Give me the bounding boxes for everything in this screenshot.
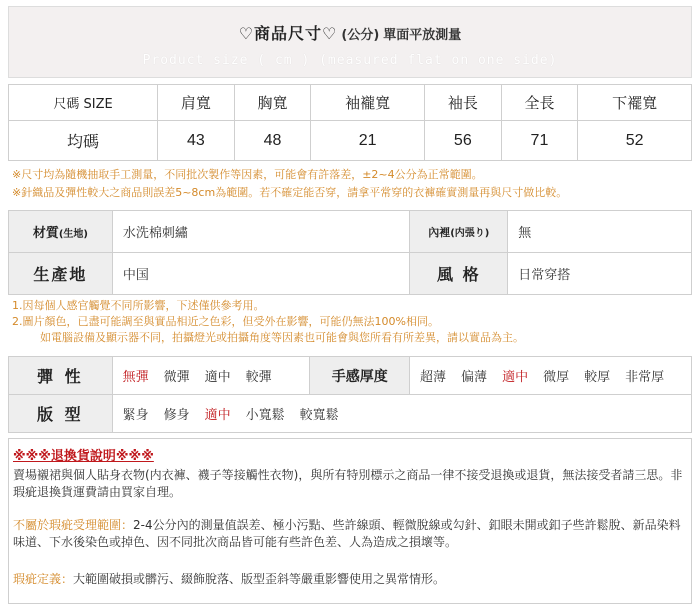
size-table-header-row (9, 85, 692, 121)
exchange-paragraph: 賣場襯裙與個人貼身衣物(内衣褲、襪子等接觸性衣物)，與所有特別標示之商品一律不接受退換或退貨，無法接受者請三思。非瑕疵退換貨運費請由買家自理。 (13, 468, 683, 499)
thickness-option: 微厚 (543, 370, 570, 385)
color-note-line: 2.圖片顏色，已盡可能調至與實品相近之色彩，但受外在影響，可能仍無法100%相同。 (12, 315, 439, 328)
fit-option: 修身 (163, 408, 190, 423)
color-note-line: 1.因每個人感官觸覺不同所影響，下述僅供參考用。 (12, 299, 265, 312)
size-notes (12, 166, 567, 202)
feel-table (8, 356, 692, 433)
defect-scope-label: 不屬於瑕疵受理範圍： (13, 518, 134, 532)
elasticity-options (112, 357, 310, 395)
fit-options (112, 395, 691, 433)
size-value-cell: 56 (425, 121, 502, 161)
elasticity-option: 較彈 (245, 370, 272, 385)
material-label: 材質(生地) (9, 211, 113, 253)
fit-option: 較寬鬆 (299, 408, 339, 423)
size-value-cell: 21 (311, 121, 425, 161)
size-table (8, 84, 692, 161)
size-header-cell: 下襬寬 (578, 85, 692, 121)
size-header-cell: 袖襱寬 (311, 85, 425, 121)
lining-label: 內裡(内張り) (410, 211, 508, 253)
elasticity-option: 微彈 (163, 370, 190, 385)
thickness-option: 偏薄 (461, 370, 488, 385)
header-title-row (9, 21, 691, 44)
style-label: 風 格 (410, 253, 508, 295)
size-value-cell: 52 (578, 121, 692, 161)
elasticity-option: 適中 (204, 370, 231, 385)
size-header-cell: 袖長 (425, 85, 502, 121)
size-header-cell: 胸寬 (234, 85, 311, 121)
size-value-cell: 71 (501, 121, 578, 161)
style-value: 日常穿搭 (508, 253, 692, 295)
material-table (8, 210, 692, 295)
exchange-defect-definition (13, 571, 689, 588)
fit-row (9, 395, 692, 433)
thickness-option: 超薄 (420, 370, 447, 385)
color-note-line: 如電腦設備及顯示器不同，拍攝燈光或拍攝角度等因素也可能會與您所看有所差異，請以實品為主。 (40, 331, 524, 344)
defect-definition-text: 大範圍破損或髒污、綴飾脫落、版型歪斜等嚴重影響使用之異常情形。 (73, 572, 446, 586)
size-note-line: ※針織品及彈性較大之商品則誤差5~8cm為範圍。若不確定能否穿，請拿平常穿的衣褲確實測量再與尺寸做比較。 (12, 186, 568, 199)
english-subtitle: Product size ( cm ) (measured flat on one side) (142, 53, 558, 68)
size-value-cell: 均碼 (9, 121, 158, 161)
page-title: ♡商品尺寸♡ (238, 24, 338, 43)
defect-definition-label: 瑕疵定義： (13, 572, 74, 586)
size-header-cell: 全長 (501, 85, 578, 121)
material-value: 水洗棉刺繡 (112, 211, 410, 253)
thickness-option: 較厚 (584, 370, 611, 385)
elasticity-thickness-row (9, 357, 692, 395)
unit-label: (公分) (341, 28, 380, 43)
color-notes (12, 298, 524, 346)
fit-label: 版 型 (9, 395, 113, 433)
size-table-row (9, 121, 692, 161)
thickness-label: 手感厚度 (310, 357, 410, 395)
lining-value: 無 (508, 211, 692, 253)
defect-scope-text: 2-4公分內的測量值誤差、極小污點、些許線頭、輕微脫線或勾針、釦眼未開或釦子些許鬆脫、新品染料味道、下水後染色或掉色、因不同批次商品皆可能有些許色差、人為造成之損壞等。 (13, 518, 681, 549)
thickness-option: 非常厚 (625, 370, 665, 385)
elasticity-label: 彈 性 (9, 357, 113, 395)
origin-label: 生產地 (9, 253, 113, 295)
size-value-cell: 43 (158, 121, 235, 161)
exchange-defect-scope (13, 517, 689, 551)
size-value-cell: 48 (234, 121, 311, 161)
thickness-option: 適中 (502, 370, 529, 385)
measure-note: 單面平放測量 (383, 28, 462, 43)
origin-value: 中国 (112, 253, 410, 295)
size-header-banner (8, 6, 692, 78)
size-header-cell: 肩寬 (158, 85, 235, 121)
fit-option: 小寬鬆 (245, 408, 285, 423)
fit-option: 適中 (204, 408, 231, 423)
exchange-policy (8, 438, 692, 604)
thickness-options (410, 357, 692, 395)
elasticity-option: 無彈 (122, 370, 149, 385)
size-note-line: ※尺寸均為隨機抽取手工測量，不同批次製作等因素，可能會有許落差，±2~4公分為正常範圍。 (12, 168, 483, 181)
size-header-cell: 尺碼 SIZE (9, 85, 158, 121)
exchange-title: ※※※退換貨說明※※※ (13, 449, 154, 464)
fit-option: 緊身 (122, 408, 149, 423)
material-row (9, 211, 692, 253)
origin-row (9, 253, 692, 295)
